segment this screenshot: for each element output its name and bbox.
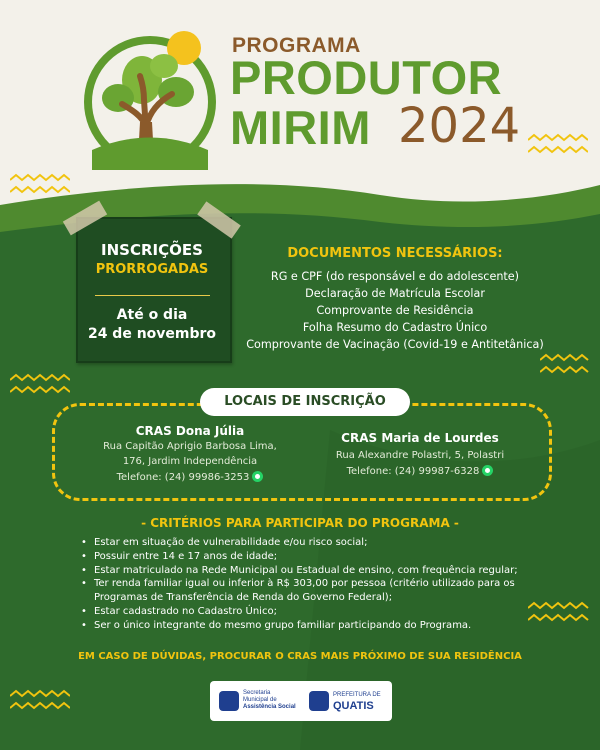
criteria-item: • Possuir entre 14 e 17 anos de idade; <box>80 550 540 564</box>
criteria-item: • Ter renda familiar igual ou inferior à R$ 303,00 por pessoa (critério utilizado para os Programas de Transferência de Renda do Governo Federal); <box>80 577 540 605</box>
whatsapp-icon <box>482 465 493 476</box>
secretaria-line1: Secretaria <box>243 690 271 696</box>
board-divider <box>95 295 210 296</box>
tree-logo-icon <box>80 30 220 170</box>
cras2-name: CRAS Maria de Lourdes <box>341 431 499 445</box>
zigzag-decoration <box>10 372 70 402</box>
documents-title: DOCUMENTOS NECESSÁRIOS: <box>287 246 503 261</box>
cras1-phone: Telefone: (24) 99986-3253 <box>116 472 250 483</box>
criteria-item: • Ser o único integrante do mesmo grupo familiar participando do Programa. <box>80 619 540 633</box>
zigzag-decoration <box>10 688 70 718</box>
criteria-item: • Estar em situação de vulnerabilidade e/ou risco social; <box>80 536 540 550</box>
criteria-title: - CRITÉRIOS PARA PARTICIPAR DO PROGRAMA - <box>141 516 459 530</box>
document-item: Folha Resumo do Cadastro Único <box>302 321 488 334</box>
cras2-phone: Telefone: (24) 99987-6328 <box>346 466 480 477</box>
doubts-notice: EM CASO DE DÚVIDAS, PROCURAR O CRAS MAIS PRÓXIMO DE SUA RESIDÊNCIA <box>78 651 522 662</box>
zigzag-decoration <box>540 352 590 382</box>
zigzag-decoration <box>528 132 588 162</box>
secretaria-line2: Municipal de <box>243 697 277 703</box>
secretaria-logo-icon <box>219 691 239 711</box>
deadline-date: 24 de novembro <box>87 326 217 342</box>
criteria-item: • Estar cadastrado no Cadastro Único; <box>80 605 540 619</box>
document-item: Comprovante de Vacinação (Covid-19 e Antitetânica) <box>246 338 544 351</box>
prefeitura-line2: QUATIS <box>333 700 374 712</box>
program-name-line2: MIRIM <box>230 101 371 154</box>
locations-title: LOCAIS DE INSCRIÇÃO <box>200 388 410 416</box>
prefeitura-logo-icon <box>309 691 329 711</box>
criteria-item: • Estar matriculado na Rede Municipal ou Estadual de ensino, com frequência regular; <box>80 564 540 578</box>
document-item: Comprovante de Residência <box>316 304 474 317</box>
document-item: Declaração de Matrícula Escolar <box>305 287 485 300</box>
prefeitura-line1: PREFEITURA DE <box>333 692 381 698</box>
secretaria-line3: Assistência Social <box>243 704 296 710</box>
deadline-label: Até o dia <box>116 307 188 323</box>
cras1-address-line2: 176, Jardim Independência <box>122 456 258 467</box>
cras1-name: CRAS Dona Júlia <box>135 424 245 438</box>
cras2-address-line1: Rua Alexandre Polastri, 5, Polastri <box>335 450 505 461</box>
registration-status: PRORROGADAS <box>95 262 209 277</box>
program-year: 2024 <box>398 98 521 154</box>
registration-title: INSCRIÇÕES <box>101 241 203 259</box>
program-label: PROGRAMA <box>232 34 361 57</box>
document-item: RG e CPF (do responsável e do adolescente) <box>270 270 520 283</box>
zigzag-decoration <box>10 172 70 202</box>
whatsapp-icon <box>252 471 263 482</box>
cras2-phone-row <box>310 465 530 477</box>
documents-list <box>240 268 550 353</box>
cras1-address-line1: Rua Capitão Aprigio Barbosa Lima, <box>103 441 277 452</box>
criteria-list <box>80 536 540 633</box>
cras1-phone-row <box>80 471 300 483</box>
program-name-line1: PRODUTOR <box>230 51 503 104</box>
